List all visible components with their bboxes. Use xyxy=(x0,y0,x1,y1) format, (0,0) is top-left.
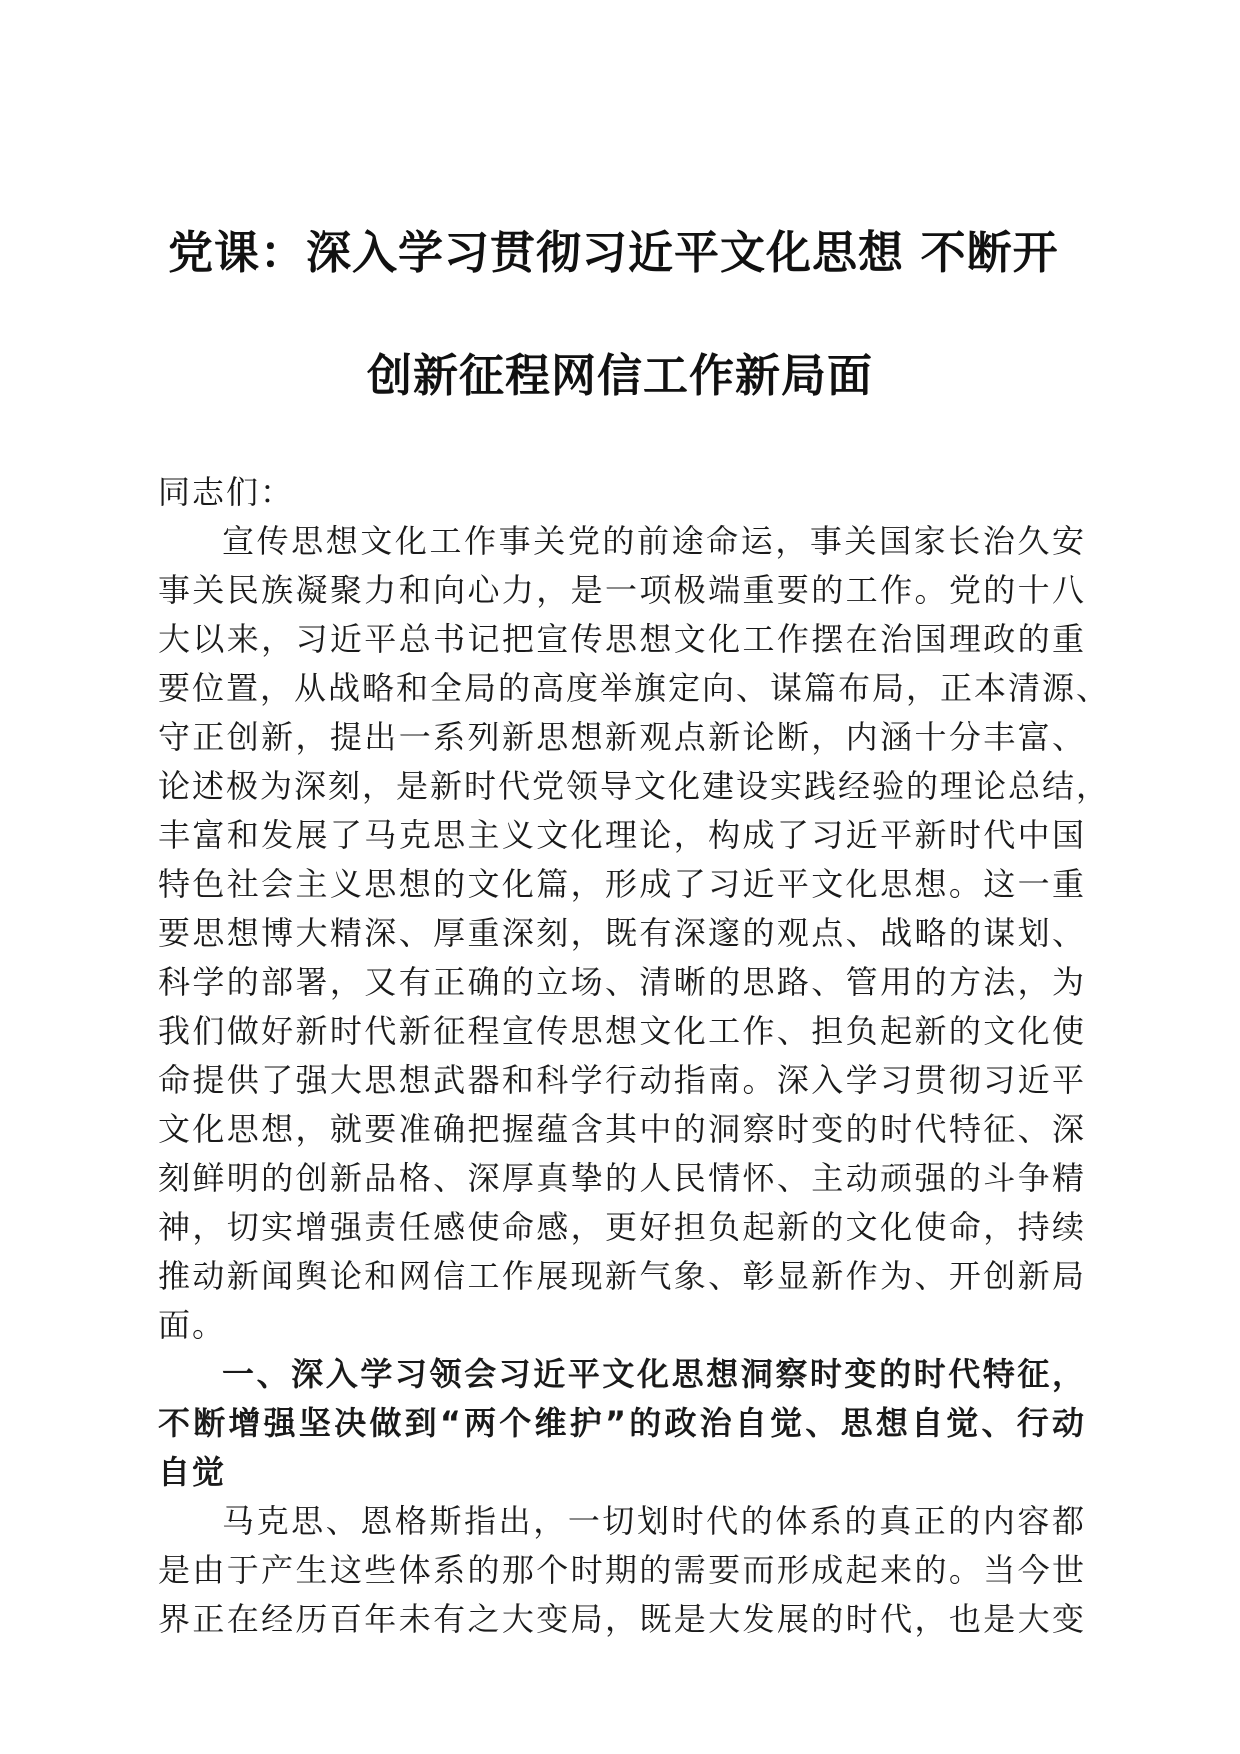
paragraph-1 xyxy=(158,517,1111,1350)
paragraph-line: 大以来，习近平总书记把宣传思想文化工作摆在治国理政的重 xyxy=(158,620,1086,658)
paragraph-line: 要位置，从战略和全局的高度举旗定向、谋篇布局，正本清源、 xyxy=(158,669,1111,707)
document-body xyxy=(158,468,1111,1644)
paragraph-line: 特色社会主义思想的文化篇，形成了习近平文化思想。这一重 xyxy=(158,865,1086,903)
paragraph-2 xyxy=(158,1497,1086,1644)
paragraph-line: 面。 xyxy=(158,1306,227,1344)
heading-line: 自觉 xyxy=(158,1453,227,1491)
paragraph-line: 宣传思想文化工作事关党的前途命运，事关国家长治久安 xyxy=(222,522,1086,560)
paragraph-line: 论述极为深刻，是新时代党领导文化建设实践经验的理论总结， xyxy=(158,767,1111,805)
paragraph-line: 丰富和发展了马克思主义文化理论，构成了习近平新时代中国 xyxy=(158,816,1086,854)
heading-line: 不断增强坚决做到“两个维护”的政治自觉、思想自觉、行动 xyxy=(158,1404,1086,1442)
paragraph-line: 马克思、恩格斯指出，一切划时代的体系的真正的内容都 xyxy=(222,1502,1086,1540)
section-heading-1 xyxy=(158,1350,1086,1497)
paragraph-line: 我们做好新时代新征程宣传思想文化工作、担负起新的文化使 xyxy=(158,1012,1086,1050)
paragraph-line: 刻鲜明的创新品格、深厚真挚的人民情怀、主动顽强的斗争精 xyxy=(158,1159,1086,1197)
paragraph-line: 界正在经历百年未有之大变局，既是大发展的时代，也是大变 xyxy=(158,1600,1086,1638)
paragraph-line: 守正创新，提出一系列新思想新观点新论断，内涵十分丰富、 xyxy=(158,718,1086,756)
paragraph-line: 科学的部署，又有正确的立场、清晰的思路、管用的方法，为 xyxy=(158,963,1086,1001)
salutation: 同志们： xyxy=(158,473,295,511)
document-title-line-2: 创新征程网信工作新局面 xyxy=(366,349,873,402)
paragraph-line: 神，切实增强责任感使命感，更好担负起新的文化使命，持续 xyxy=(158,1208,1086,1246)
paragraph-line: 文化思想，就要准确把握蕴含其中的洞察时变的时代特征、深 xyxy=(158,1110,1086,1148)
paragraph-line: 是由于产生这些体系的那个时期的需要而形成起来的。当今世 xyxy=(158,1551,1086,1589)
paragraph-line: 事关民族凝聚力和向心力，是一项极端重要的工作。党的十八 xyxy=(158,571,1086,609)
paragraph-line: 推动新闻舆论和网信工作展现新气象、彰显新作为、开创新局 xyxy=(158,1257,1086,1295)
heading-line: 一、深入学习领会习近平文化思想洞察时变的时代特征， xyxy=(222,1355,1086,1393)
document-title-line-1: 党课：深入学习贯彻习近平文化思想 不断开 xyxy=(168,226,1059,279)
paragraph-line: 命提供了强大思想武器和科学行动指南。深入学习贯彻习近平 xyxy=(158,1061,1086,1099)
paragraph-line: 要思想博大精深、厚重深刻，既有深邃的观点、战略的谋划、 xyxy=(158,914,1086,952)
